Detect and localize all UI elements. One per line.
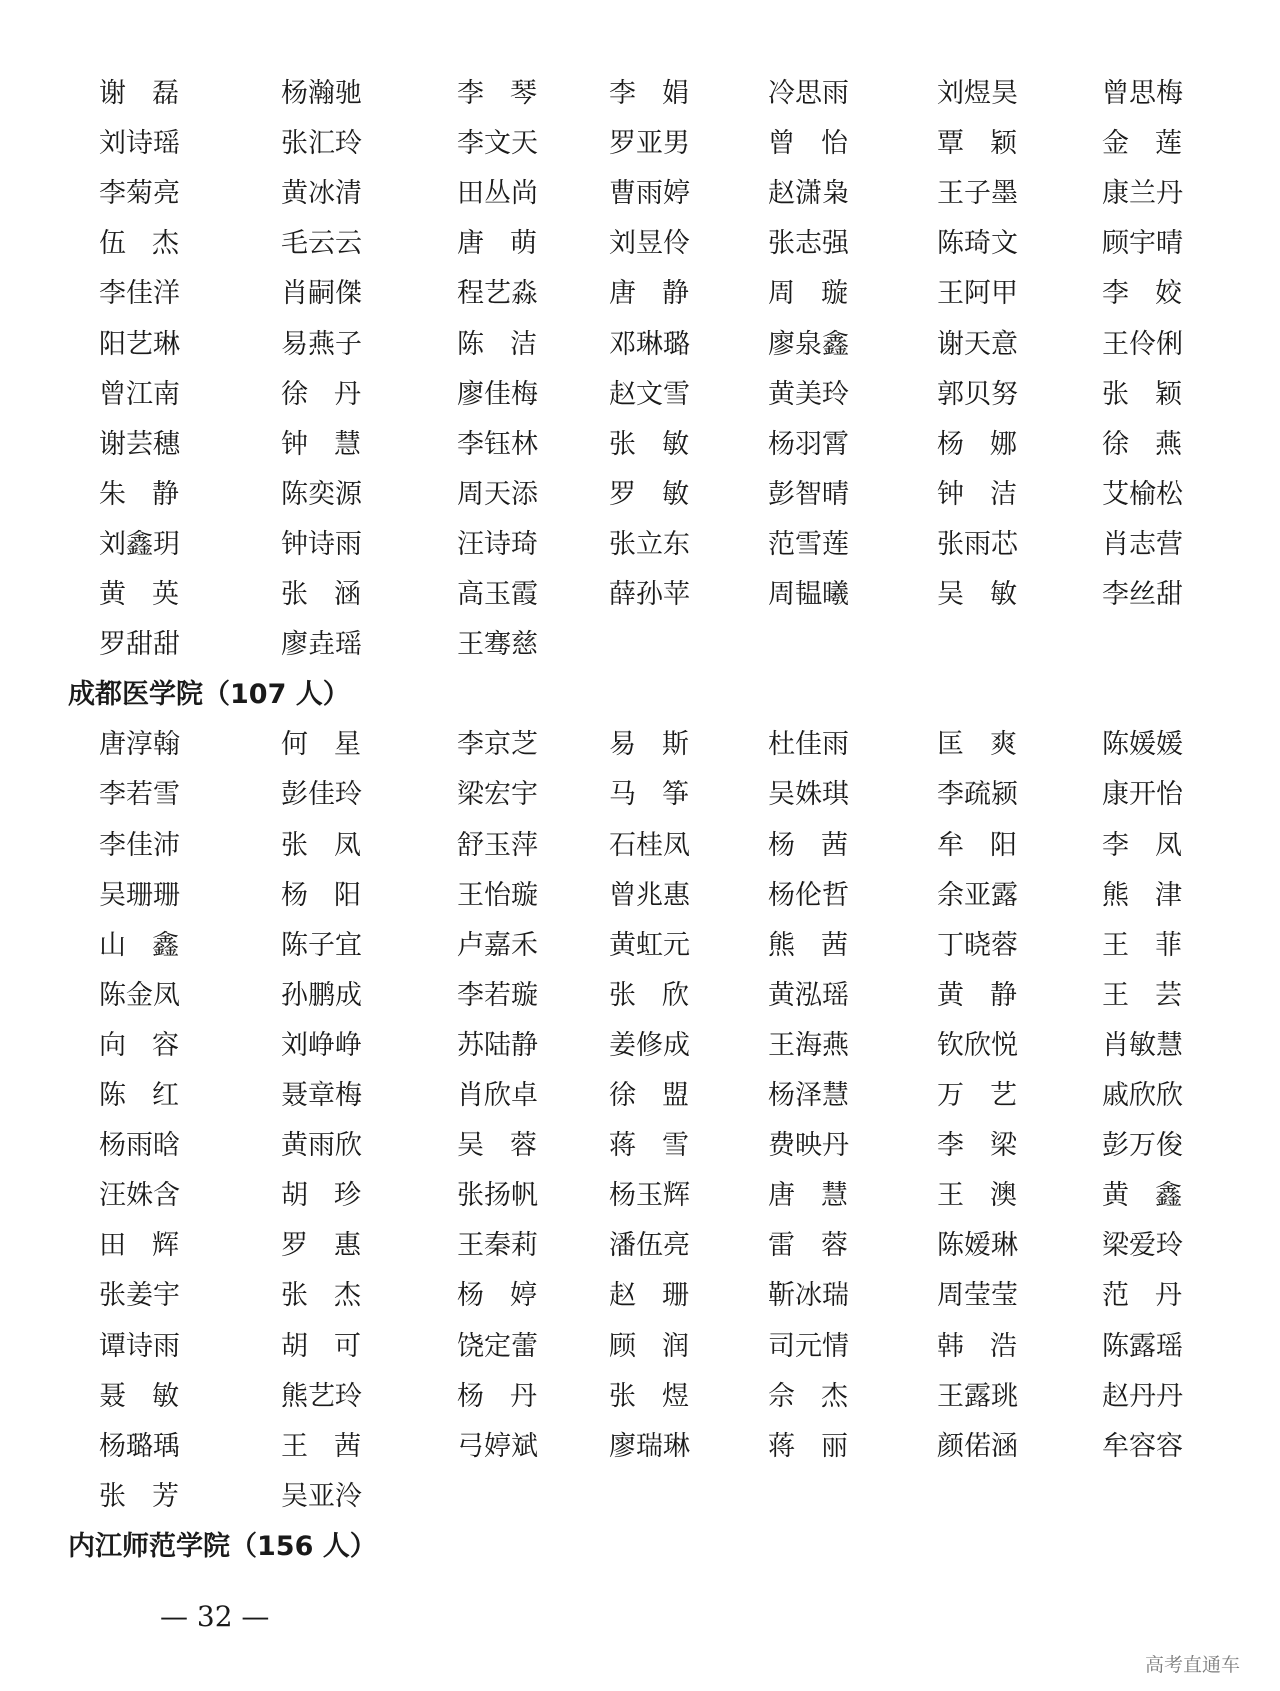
student-name: 马筝 bbox=[609, 779, 689, 811]
student-name: 孙鹏成 bbox=[281, 979, 362, 1011]
student-name: 李梁 bbox=[937, 1130, 1017, 1162]
student-name: 廖泉鑫 bbox=[768, 328, 849, 360]
student-name: 王秦莉 bbox=[457, 1230, 538, 1262]
student-name: 匡爽 bbox=[937, 729, 1017, 761]
student-name: 钟洁 bbox=[937, 478, 1017, 510]
student-name: 李凤 bbox=[1102, 829, 1182, 861]
student-name: 曾思梅 bbox=[1102, 78, 1183, 109]
student-name: 张姜宇 bbox=[99, 1280, 180, 1312]
student-name: 易燕子 bbox=[281, 328, 362, 360]
student-name: 梁爱玲 bbox=[1102, 1230, 1183, 1262]
student-name: 李娟 bbox=[609, 78, 689, 109]
student-name: 唐萌 bbox=[457, 228, 537, 260]
student-name: 曹雨婷 bbox=[609, 178, 690, 210]
student-name: 王阿甲 bbox=[937, 278, 1018, 310]
student-name: 山鑫 bbox=[99, 929, 179, 961]
student-name: 彭智晴 bbox=[768, 478, 849, 510]
student-name: 张敏 bbox=[609, 428, 689, 460]
student-name: 颜偌涵 bbox=[937, 1430, 1018, 1462]
student-name: 王伶俐 bbox=[1102, 328, 1183, 360]
student-name: 佘杰 bbox=[768, 1380, 848, 1412]
student-name: 罗敏 bbox=[609, 478, 689, 510]
student-name: 唐淳翰 bbox=[99, 729, 180, 761]
student-name: 廖瑞琳 bbox=[609, 1430, 690, 1462]
student-name: 李钰林 bbox=[457, 428, 538, 460]
student-name: 朱静 bbox=[99, 478, 179, 510]
student-name: 杨娜 bbox=[937, 428, 1017, 460]
student-name: 李佳洋 bbox=[99, 278, 180, 310]
student-name: 顾宇晴 bbox=[1102, 228, 1183, 260]
student-name: 司元情 bbox=[768, 1330, 849, 1362]
student-name: 肖欣卓 bbox=[457, 1080, 538, 1111]
student-name: 杨伦哲 bbox=[768, 879, 849, 911]
student-name: 黄虹元 bbox=[609, 929, 690, 961]
watermark: 高考直通车 bbox=[1144, 1654, 1240, 1676]
student-name: 王芸 bbox=[1102, 979, 1182, 1011]
student-name: 黄鑫 bbox=[1102, 1180, 1182, 1212]
student-name: 黄雨欣 bbox=[281, 1130, 362, 1162]
student-name: 徐盟 bbox=[609, 1080, 689, 1111]
student-name: 杨丹 bbox=[457, 1380, 537, 1412]
student-name: 张雨芯 bbox=[937, 528, 1018, 560]
student-name: 潘伍亮 bbox=[609, 1230, 690, 1262]
student-name: 陈子宜 bbox=[281, 929, 362, 961]
student-name: 田丛尚 bbox=[457, 178, 538, 210]
student-name: 蒋丽 bbox=[768, 1430, 848, 1462]
student-name: 汪姝含 bbox=[99, 1180, 180, 1212]
student-name: 刘煜昊 bbox=[937, 78, 1018, 109]
student-name: 刘峥峥 bbox=[281, 1029, 362, 1061]
student-name: 李若雪 bbox=[99, 779, 180, 811]
student-name: 陈媛媛 bbox=[1102, 729, 1183, 761]
student-name: 郭贝努 bbox=[937, 378, 1018, 410]
student-name: 谭诗雨 bbox=[99, 1330, 180, 1362]
student-name: 戚欣欣 bbox=[1102, 1080, 1183, 1111]
student-name: 周韫曦 bbox=[768, 579, 849, 610]
student-name: 杨阳 bbox=[281, 879, 361, 911]
student-name: 彭万俊 bbox=[1102, 1130, 1183, 1162]
student-name: 唐静 bbox=[609, 278, 689, 310]
student-name: 熊艺玲 bbox=[281, 1380, 362, 1412]
student-name: 李琴 bbox=[457, 78, 537, 109]
student-name: 吴亚泠 bbox=[281, 1480, 362, 1512]
student-name: 肖敏慧 bbox=[1102, 1029, 1183, 1061]
student-name: 李菊亮 bbox=[99, 178, 180, 210]
student-name: 牟容容 bbox=[1102, 1430, 1183, 1462]
student-name: 徐燕 bbox=[1102, 428, 1182, 460]
student-name: 杨璐瑀 bbox=[99, 1430, 180, 1462]
student-name: 弓婷斌 bbox=[457, 1430, 538, 1462]
student-name: 余亚露 bbox=[937, 879, 1018, 911]
student-name: 薛孙苹 bbox=[609, 579, 690, 610]
student-name: 刘鑫玥 bbox=[99, 528, 180, 560]
student-name: 范丹 bbox=[1102, 1280, 1182, 1312]
student-name: 杨玉辉 bbox=[609, 1180, 690, 1212]
student-name: 杜佳雨 bbox=[768, 729, 849, 761]
student-name: 杨泽慧 bbox=[768, 1080, 849, 1111]
student-name: 徐丹 bbox=[281, 378, 361, 410]
student-name: 罗亚男 bbox=[609, 128, 690, 160]
student-name: 彭佳玲 bbox=[281, 779, 362, 811]
student-name: 张欣 bbox=[609, 979, 689, 1011]
student-name: 吴珊珊 bbox=[99, 879, 180, 911]
student-name: 曾怡 bbox=[768, 128, 848, 160]
student-name: 吴蓉 bbox=[457, 1130, 537, 1162]
student-name: 胡珍 bbox=[281, 1180, 361, 1212]
student-name: 赵丹丹 bbox=[1102, 1380, 1183, 1412]
student-name: 何星 bbox=[281, 729, 361, 761]
student-name: 黄冰清 bbox=[281, 178, 362, 210]
student-name: 赵潇枭 bbox=[768, 178, 849, 210]
student-name: 杨茜 bbox=[768, 829, 848, 861]
student-name: 阳艺琳 bbox=[99, 328, 180, 360]
student-name: 陈洁 bbox=[457, 328, 537, 360]
student-name: 刘诗瑶 bbox=[99, 128, 180, 160]
student-name: 艾榆松 bbox=[1102, 478, 1183, 510]
student-name: 伍杰 bbox=[99, 228, 179, 260]
section-title: 成都医学院（107 人） bbox=[68, 679, 350, 711]
student-name: 钟诗雨 bbox=[281, 528, 362, 560]
student-name: 黄英 bbox=[99, 579, 179, 610]
student-name: 程艺淼 bbox=[457, 278, 538, 310]
student-name: 吴姝琪 bbox=[768, 779, 849, 811]
student-name: 舒玉萍 bbox=[457, 829, 538, 861]
student-name: 陈红 bbox=[99, 1080, 179, 1111]
student-name: 钦欣悦 bbox=[937, 1029, 1018, 1061]
student-name: 陈嫒琳 bbox=[937, 1230, 1018, 1262]
student-name: 梁宏宇 bbox=[457, 779, 538, 811]
student-name: 苏陆静 bbox=[457, 1029, 538, 1061]
student-name: 王澳 bbox=[937, 1180, 1017, 1212]
student-name: 赵珊 bbox=[609, 1280, 689, 1312]
student-name: 黄静 bbox=[937, 979, 1017, 1011]
student-name: 胡可 bbox=[281, 1330, 361, 1362]
student-name: 王露珧 bbox=[937, 1380, 1018, 1412]
student-name: 谢磊 bbox=[99, 78, 179, 109]
student-name: 杨羽霄 bbox=[768, 428, 849, 460]
student-name: 蒋雪 bbox=[609, 1130, 689, 1162]
student-name: 丁晓蓉 bbox=[937, 929, 1018, 961]
student-name: 易斯 bbox=[609, 729, 689, 761]
student-name: 谢天意 bbox=[937, 328, 1018, 360]
student-name: 罗惠 bbox=[281, 1230, 361, 1262]
student-name: 黄泓瑶 bbox=[768, 979, 849, 1011]
student-name: 刘昱伶 bbox=[609, 228, 690, 260]
student-name: 李文天 bbox=[457, 128, 538, 160]
student-name: 李佳沛 bbox=[99, 829, 180, 861]
student-name: 杨瀚驰 bbox=[281, 78, 362, 109]
student-name: 康开怡 bbox=[1102, 779, 1183, 811]
student-name: 韩浩 bbox=[937, 1330, 1017, 1362]
student-name: 张杰 bbox=[281, 1280, 361, 1312]
student-name: 李疏颍 bbox=[937, 779, 1018, 811]
student-name: 陈金凤 bbox=[99, 979, 180, 1011]
student-name: 王怡璇 bbox=[457, 879, 538, 911]
student-name: 高玉霞 bbox=[457, 579, 538, 610]
student-name: 罗甜甜 bbox=[99, 629, 180, 661]
student-name: 雷蓉 bbox=[768, 1230, 848, 1262]
student-name: 石桂凤 bbox=[609, 829, 690, 861]
student-name: 赵文雪 bbox=[609, 378, 690, 410]
student-name: 王菲 bbox=[1102, 929, 1182, 961]
student-name: 谢芸穗 bbox=[99, 428, 180, 460]
student-name: 李京芝 bbox=[457, 729, 538, 761]
student-name: 曾江南 bbox=[99, 378, 180, 410]
student-name: 康兰丹 bbox=[1102, 178, 1183, 210]
student-name: 李若璇 bbox=[457, 979, 538, 1011]
student-name: 万艺 bbox=[937, 1080, 1017, 1111]
student-name: 张颖 bbox=[1102, 378, 1182, 410]
student-name: 卢嘉禾 bbox=[457, 929, 538, 961]
student-name: 张汇玲 bbox=[281, 128, 362, 160]
student-name: 费映丹 bbox=[768, 1130, 849, 1162]
student-name: 熊茜 bbox=[768, 929, 848, 961]
student-name: 廖佳梅 bbox=[457, 378, 538, 410]
student-name: 王骞慈 bbox=[457, 629, 538, 661]
student-name: 黄美玲 bbox=[768, 378, 849, 410]
student-name: 饶定蕾 bbox=[457, 1330, 538, 1362]
student-name: 肖志营 bbox=[1102, 528, 1183, 560]
student-name: 范雪莲 bbox=[768, 528, 849, 560]
student-name: 周天添 bbox=[457, 478, 538, 510]
student-name: 王子墨 bbox=[937, 178, 1018, 210]
student-name: 陈露瑶 bbox=[1102, 1330, 1183, 1362]
student-name: 张志强 bbox=[768, 228, 849, 260]
student-name: 张芳 bbox=[99, 1480, 179, 1512]
student-name: 唐慧 bbox=[768, 1180, 848, 1212]
student-name: 张煜 bbox=[609, 1380, 689, 1412]
student-name: 向容 bbox=[99, 1029, 179, 1061]
student-name: 陈琦文 bbox=[937, 228, 1018, 260]
student-name: 姜修成 bbox=[609, 1029, 690, 1061]
student-name: 杨雨晗 bbox=[99, 1130, 180, 1162]
student-name: 靳冰瑞 bbox=[768, 1280, 849, 1312]
student-name: 周莹莹 bbox=[937, 1280, 1018, 1312]
student-name: 张立东 bbox=[609, 528, 690, 560]
student-name: 牟阳 bbox=[937, 829, 1017, 861]
student-name: 廖垚瑶 bbox=[281, 629, 362, 661]
student-name: 汪诗琦 bbox=[457, 528, 538, 560]
student-name: 金莲 bbox=[1102, 128, 1182, 160]
student-name: 熊津 bbox=[1102, 879, 1182, 911]
student-name: 田辉 bbox=[99, 1230, 179, 1262]
page-number: — 32 — bbox=[160, 1600, 270, 1633]
student-name: 顾润 bbox=[609, 1330, 689, 1362]
student-name: 吴敏 bbox=[937, 579, 1017, 610]
student-name: 冷思雨 bbox=[768, 78, 849, 109]
student-name: 邓琳璐 bbox=[609, 328, 690, 360]
student-name: 张涵 bbox=[281, 579, 361, 610]
student-name: 杨婷 bbox=[457, 1280, 537, 1312]
student-name: 王海燕 bbox=[768, 1029, 849, 1061]
student-name: 张凤 bbox=[281, 829, 361, 861]
student-name: 聂敏 bbox=[99, 1380, 179, 1412]
student-name: 李丝甜 bbox=[1102, 579, 1183, 610]
student-name: 曾兆惠 bbox=[609, 879, 690, 911]
student-name: 肖嗣傑 bbox=[281, 278, 362, 310]
student-name: 钟慧 bbox=[281, 428, 361, 460]
student-name: 王茜 bbox=[281, 1430, 361, 1462]
student-name: 陈奕源 bbox=[281, 478, 362, 510]
student-name: 周璇 bbox=[768, 278, 848, 310]
student-name: 张扬帆 bbox=[457, 1180, 538, 1212]
student-name: 覃颖 bbox=[937, 128, 1017, 160]
section-title: 内江师范学院（156 人） bbox=[68, 1530, 377, 1562]
student-name: 聂章梅 bbox=[281, 1080, 362, 1111]
student-name: 李姣 bbox=[1102, 278, 1182, 310]
student-name: 毛云云 bbox=[281, 228, 362, 260]
